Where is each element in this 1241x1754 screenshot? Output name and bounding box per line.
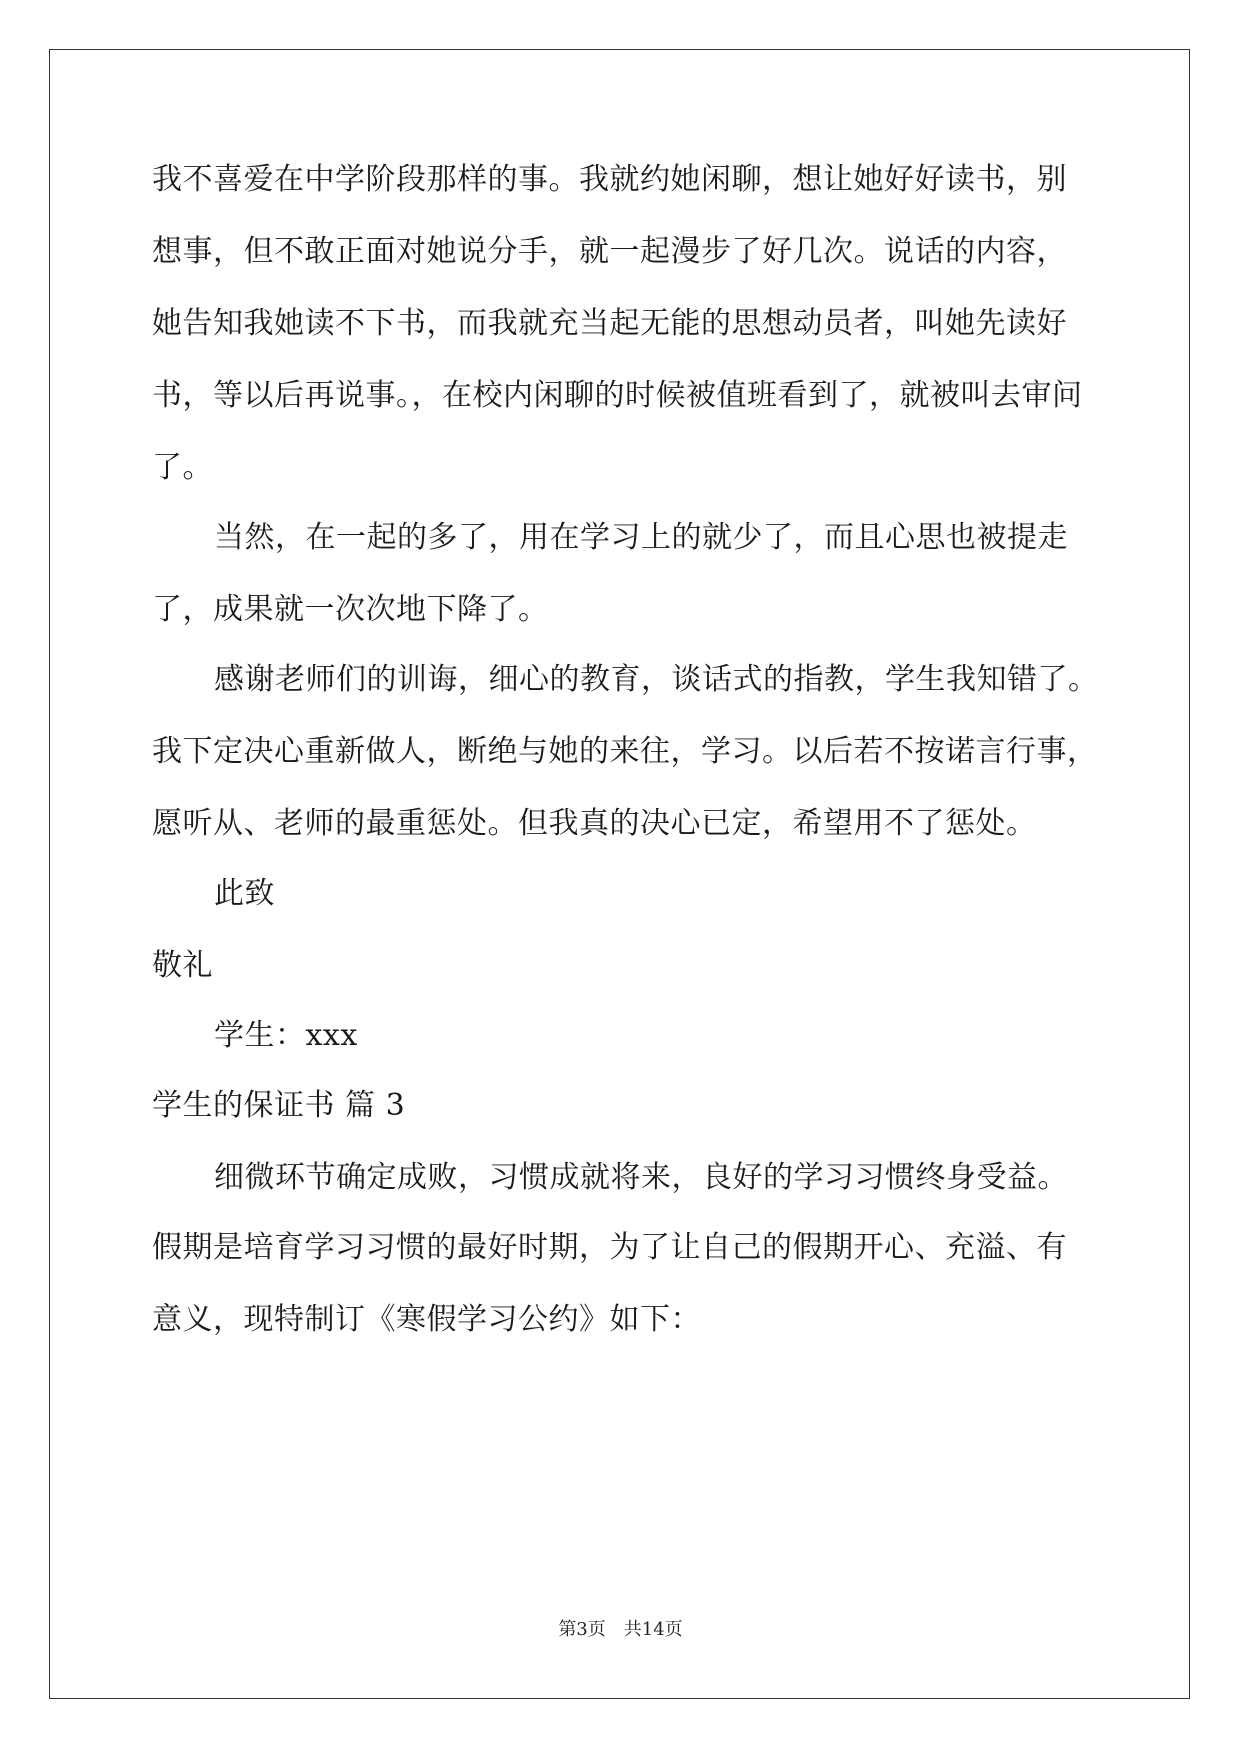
paragraph-line: 书，等以后再说事。，在校内闲聊的时候被值班看到了，就被叫去审问	[152, 378, 1083, 413]
paragraph-line: 当然，在一起的多了，用在学习上的就少了，而且心思也被提走	[214, 520, 1068, 555]
paragraph-line: 了，成果就一次次地下降了。	[152, 592, 549, 627]
section-heading: 学生的保证书 篇 3	[152, 1088, 406, 1123]
paragraph-line: 了。	[152, 450, 213, 485]
paragraph-line: 她告知我她读不下书，而我就充当起无能的思想动员者，叫她先读好	[152, 306, 1067, 341]
paragraph-line: 意义，现特制订《寒假学习公约》如下：	[152, 1302, 701, 1337]
closing-salutation: 此致	[214, 876, 275, 911]
closing-regards: 敬礼	[152, 948, 213, 983]
paragraph-line: 我不喜爱在中学阶段那样的事。我就约她闲聊，想让她好好读书，别	[152, 162, 1067, 197]
page-number-footer: 第3页 共14页	[558, 1619, 683, 1640]
paragraph-line: 细微环节确定成败，习惯成就将来，良好的学习习惯终身受益。	[214, 1160, 1068, 1195]
paragraph-line: 想事，但不敢正面对她说分手，就一起漫步了好几次。说话的内容，	[152, 234, 1067, 269]
signature-line: 学生：xxx	[214, 1018, 358, 1053]
paragraph-line: 愿听从、老师的最重惩处。但我真的决心已定，希望用不了惩处。	[152, 806, 1037, 841]
paragraph-line: 感谢老师们的训诲，细心的教育，谈话式的指教，学生我知错了。	[214, 662, 1099, 697]
paragraph-line: 我下定决心重新做人，断绝与她的来往，学习。以后若不按诺言行事，	[152, 734, 1098, 769]
paragraph-line: 假期是培育学习习惯的最好时期，为了让自己的假期开心、充溢、有	[152, 1230, 1067, 1265]
